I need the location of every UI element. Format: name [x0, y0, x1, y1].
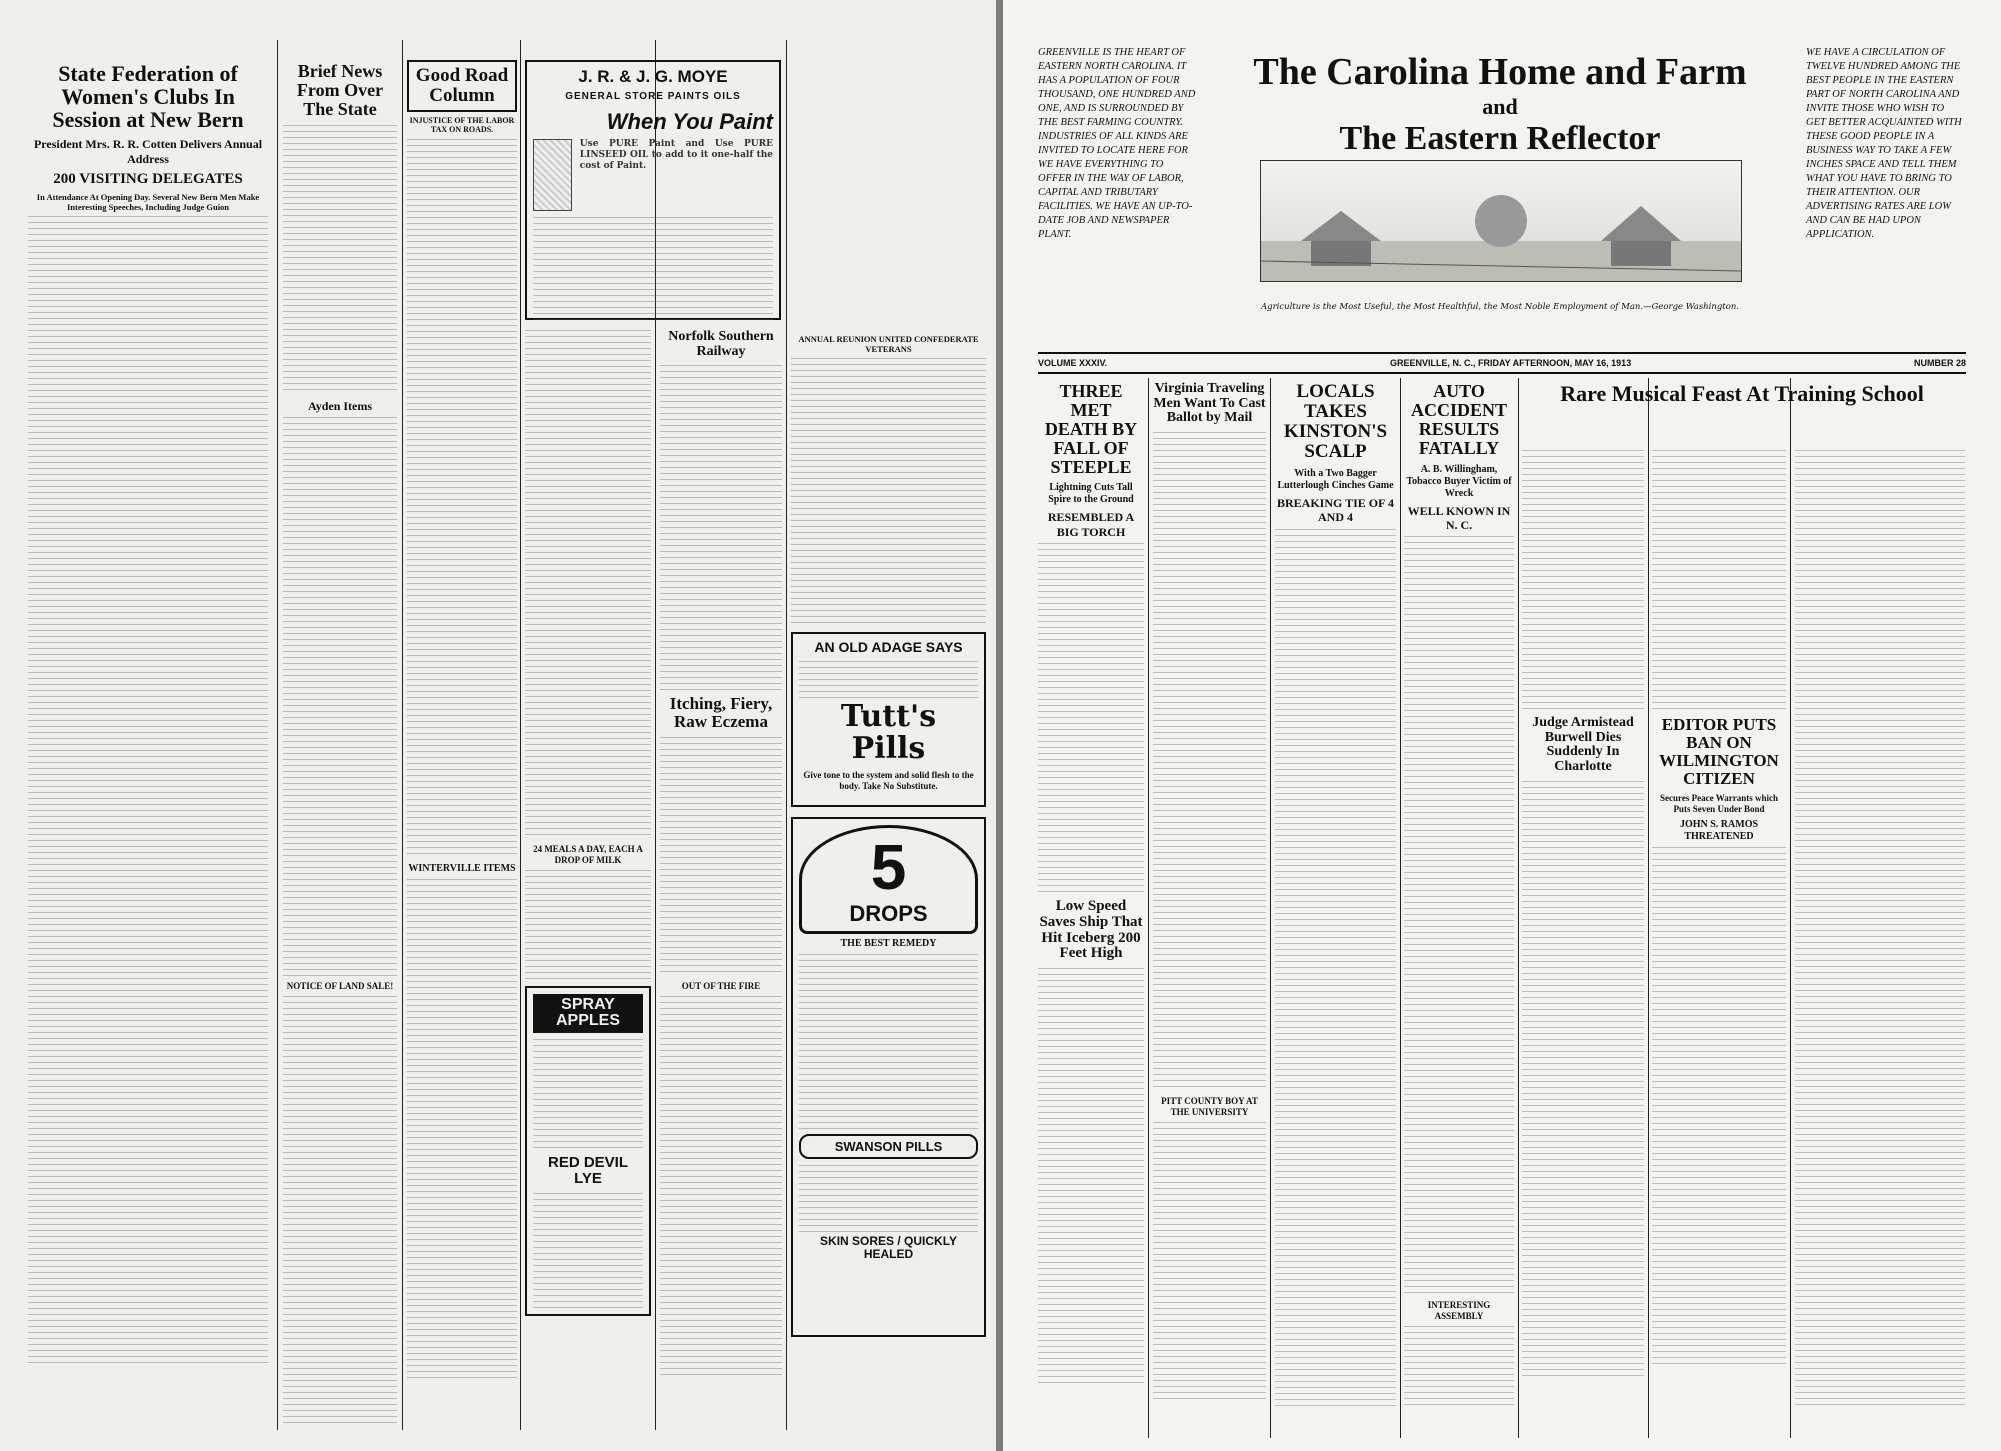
article-text-block: [283, 417, 397, 977]
masthead-left-blurb: GREENVILLE IS THE HEART OF EASTERN NORTH CAROLINA. IT HAS A POPULATION OF FOUR THOUSAND, ONE HUNDRED AND ONE, AND IS SURROUNDED BY THE BEST FARMING COUNTRY. INDUSTRIES OF ALL KINDS ARE INVITED TO LOCATE HERE FOR WE HAVE EVERYTHING TO OFFER IN THE WAY OF LABOR, CAPITAL AND TRIBUTARY FACILITIES. WE HAVE AN UP-TO-DATE JOB AND NEWSPAPER PLANT.: [1038, 47, 1196, 240]
article-text-block: [525, 870, 651, 980]
article-virginia: [1153, 382, 1266, 1432]
masthead-motto: Agriculture is the Most Useful, the Most Healthful, the Most Noble Employment of Man.—George Washington.: [1260, 302, 1740, 312]
section-winterville: WINTERVILLE ITEMS: [408, 863, 516, 875]
masthead-right-blurb: WE HAVE A CIRCULATION OF TWELVE HUNDRED AMONG THE BEST PEOPLE IN THE EASTERN PART OF NORTH CAROLINA AND INVITE THOSE WHO WISH TO GET BETTER ACQUAINTED WITH THESE GOOD PEOPLE IN A BUSINESS WAY TO TAKE A FEW INCHES SPACE AND TELL THEM WHAT YOU HAVE TO BRING TO THEIR ATTENTION. OUR ADVERTISING RATES ARE LOW AND CAN BE HAD UPON APPLICATION.: [1806, 47, 1962, 240]
farm-scene-svg: [1261, 161, 1741, 281]
headline-pitt-county: PITT COUNTY BOY AT THE UNIVERSITY: [1161, 1096, 1258, 1117]
headline-iceberg: Low Speed Saves Ship That Hit Iceberg 200 Feet High: [1039, 898, 1143, 962]
subhead-tie: BREAKING TIE OF 4 AND 4: [1276, 495, 1395, 525]
section-ayden-items: Ayden Items: [307, 398, 373, 413]
volume-label: VOLUME XXXIV.: [1038, 358, 1108, 368]
subhead-ramos: JOHN S. RAMOS THREATENED: [1679, 818, 1759, 842]
ad-moye-line1: GENERAL STORE PAINTS OILS: [565, 90, 741, 102]
masthead-title: [1220, 50, 1780, 158]
article-text-block: [791, 358, 986, 628]
ad-moye-line3: Use PURE Paint and Use PURE LINSEED OIL to add to it one-half the cost of Paint.: [579, 139, 773, 172]
article-text-block: [407, 139, 517, 859]
headline-auto-accident: AUTO ACCIDENT RESULTS FATALLY: [1410, 382, 1507, 458]
subhead-delegates: 200 VISITING DELEGATES: [53, 171, 243, 188]
article-text-block: [660, 996, 782, 1376]
headline-locals: LOCALS TAKES KINSTON'S SCALP: [1283, 382, 1388, 462]
subhead-well-known: WELL KNOWN IN N. C.: [1407, 503, 1511, 532]
section-24-meals: 24 MEALS A DAY, EACH A DROP OF MILK: [533, 844, 643, 865]
ad-5-label: DROPS: [849, 900, 928, 926]
article-col4: [525, 330, 651, 1430]
section-land-sale: NOTICE OF LAND SALE!: [286, 981, 394, 992]
subhead-lightning: Lightning Cuts Tall Spire to the Ground: [1048, 482, 1134, 506]
article-womens-clubs: [28, 62, 268, 1432]
article-text-block: [283, 996, 397, 1426]
ad-tutts-title: Tutt's Pills: [840, 699, 937, 766]
ad-text-block: [799, 1165, 978, 1235]
article-col5: [660, 330, 782, 1430]
ad-text-block: [799, 661, 978, 701]
article-steeple: [1038, 382, 1144, 1432]
article-text-block: [1404, 536, 1514, 1296]
article-col6-right: [1652, 450, 1786, 1430]
ad-text-block: [533, 1039, 643, 1149]
ad-spray-title: SPRAY APPLES: [533, 994, 643, 1034]
subhead-willingham: A. B. Willingham, Tobacco Buyer Victim of Wreck: [1406, 463, 1512, 499]
ad-skin-sores: SKIN SORES / QUICKLY HEALED: [820, 1234, 957, 1261]
ad-spray-sub: RED DEVIL LYE: [547, 1154, 628, 1187]
headline-musical-feast: Rare Musical Feast At Training School: [1560, 382, 1924, 406]
place-date-label: GREENVILLE, N. C., FRIDAY AFTERNOON, MAY 16, 1913: [1389, 358, 1632, 368]
ad-moye-line2: When You Paint: [606, 109, 773, 135]
article-brief-news: [283, 62, 397, 1432]
article-text-block: [1275, 529, 1396, 1409]
article-text-block: [1652, 847, 1786, 1367]
section-out-of-fire: OUT OF THE FIRE: [681, 981, 761, 992]
article-text-block: [1153, 1122, 1266, 1402]
headline-norfolk-southern: Norfolk Southern Railway: [668, 330, 774, 359]
ad-5-sub: THE BEST REMEDY: [840, 937, 937, 949]
ad-5-drops: [791, 817, 986, 1337]
ad-text-block: [533, 1193, 643, 1313]
ad-text-block: [533, 217, 773, 322]
article-text-block: [1404, 1326, 1514, 1406]
subhead-two-bagger: With a Two Bagger Lutterlough Cinches Game: [1277, 467, 1394, 491]
subhead-labor-tax: INJUSTICE OF THE LABOR TAX ON ROADS.: [409, 115, 515, 135]
ad-tutts-sub: Give tone to the system and solid flesh to the body. Take No Substitute.: [803, 770, 974, 791]
article-text-block: [660, 365, 782, 695]
subhead-peace-warrants: Secures Peace Warrants which Puts Seven Under Bond: [1660, 793, 1778, 815]
headline-judge-burwell: Judge Armistead Burwell Dies Suddenly In Charlotte: [1532, 715, 1634, 775]
article-text-block: [1652, 450, 1786, 710]
ad-5-number: 5: [870, 831, 907, 904]
masthead-title-line2: and: [1482, 94, 1518, 119]
article-musical-feast-head: [1522, 382, 1962, 442]
headline-virginia: Virginia Traveling Men Want To Cast Ballot by Mail: [1153, 382, 1266, 426]
ad-swanson-pills: SWANSON PILLS: [799, 1134, 978, 1160]
ad-adage-heading: AN OLD ADAGE SAYS: [814, 639, 963, 656]
masthead-title-line1: The Carolina Home and Farm: [1253, 51, 1747, 93]
headline-editor-ban: EDITOR PUTS BAN ON WILMINGTON CITIZEN: [1659, 715, 1779, 788]
headline-good-road: Good Road Column: [415, 65, 509, 106]
article-text-block: [660, 737, 782, 977]
dateline-bar: [1038, 352, 1966, 374]
article-text-block: [283, 125, 397, 395]
ad-text-block: [799, 954, 978, 1134]
subhead-torch: RESEMBLED A BIG TORCH: [1047, 510, 1135, 539]
article-col7-right: [1795, 450, 1965, 1430]
farm-illustration: [1260, 160, 1742, 282]
left-page: [0, 0, 996, 1451]
article-col5-right: [1522, 450, 1644, 1430]
painter-illustration: [533, 139, 572, 211]
subhead-president: President Mrs. R. R. Cotten Delivers Annual Address: [33, 137, 263, 166]
article-text-block: [1038, 543, 1144, 893]
good-road-box: [407, 60, 517, 112]
subhead-attendance: In Attendance At Opening Day. Several New Bern Men Make Interesting Speeches, Including Judge Guion: [36, 192, 260, 213]
headline-womens-clubs: State Federation of Women's Clubs In Session at New Bern: [52, 62, 244, 133]
headline-assembly: INTERESTING ASSEMBLY: [1427, 1300, 1491, 1322]
headline-reunion: ANNUAL REUNION UNITED CONFEDERATE VETERANS: [798, 334, 979, 355]
article-good-road: [407, 60, 517, 1432]
page-gutter: [996, 0, 1003, 1451]
article-auto-accident: [1404, 382, 1514, 1432]
headline-steeple: THREE MET DEATH BY FALL OF STEEPLE: [1044, 382, 1138, 477]
masthead: [1038, 40, 1966, 340]
article-col6: [791, 330, 986, 1430]
ad-tutts-pills: [791, 632, 986, 807]
ad-moye-title: J. R. & J. G. MOYE: [578, 67, 728, 86]
article-text-block: [1795, 450, 1965, 1410]
ad-spray-apples: [525, 986, 651, 1316]
article-text-block: [1153, 432, 1266, 1092]
article-text-block: [525, 330, 651, 840]
headline-brief-news: Brief News From Over The State: [296, 62, 384, 119]
article-text-block: [407, 879, 517, 1379]
article-text-block: [1522, 781, 1644, 1381]
masthead-title-line3: The Eastern Reflector: [1339, 120, 1661, 157]
number-label: NUMBER 28: [1913, 358, 1966, 368]
article-text-block: [1522, 450, 1644, 710]
article-text-block: [1038, 968, 1144, 1388]
article-text-block: [28, 216, 268, 1366]
ad-moye-paints: [525, 60, 781, 320]
article-locals: [1275, 382, 1396, 1432]
headline-eczema: Itching, Fiery, Raw Eczema: [669, 694, 773, 732]
